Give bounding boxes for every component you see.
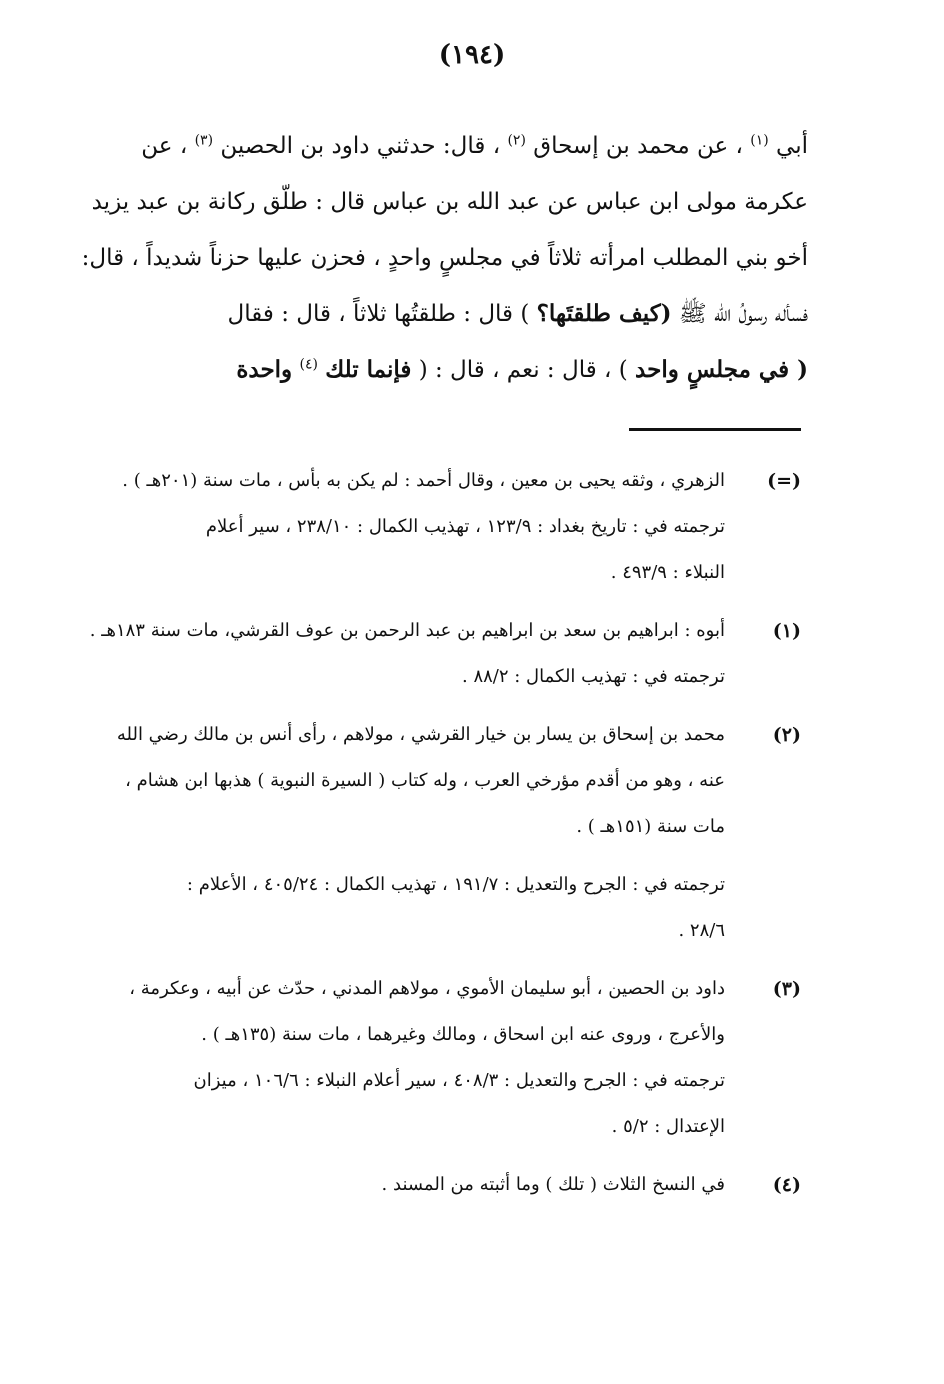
footnote (96, 1162, 801, 1208)
footnote-line: أبوه : ابراهيم بن سعد بن ابراهيم بن عبد الرحمن بن عوف القرشي، مات سنة ١٨٣هـ . (89, 620, 725, 641)
footnote (96, 712, 801, 954)
main-text-line (88, 118, 808, 174)
text-fragment: ) ، قال : نعم ، قال : ( (418, 357, 628, 383)
footnote-ref: (٤) (299, 356, 318, 373)
footnote-line: ترجمته في : الجرح والتعديل : ١٩١/٧ ، تهذيب الكمال : ٤٠٥/٢٤ ، الأعلام : (186, 874, 725, 895)
footnote-line: الإعتدال : ٥/٢ . (611, 1116, 725, 1137)
text-fragment: فسأله رسولُ الله ﷺ (678, 301, 808, 327)
footnote-line: في النسخ الثلاث ( تلك ) وما أثبته من المسند . (381, 1174, 725, 1195)
footnote-ref: (١) (750, 132, 769, 149)
text-fragment: ) قال : طلقتُها ثلاثاً ، قال : فقال (227, 301, 530, 327)
footnote-number: (٢) (772, 724, 801, 746)
footnotes-section (89, 458, 801, 1208)
footnote-number: (=) (767, 470, 801, 492)
text-fragment: ، عن محمد بن إسحاق (533, 133, 743, 159)
main-text-line (88, 286, 808, 342)
main-text-line: عكرمة مولى ابن عباس عن عبد الله بن عباس قال : طلّق ركانة بن عبد يزيد (91, 189, 808, 215)
footnote-line: عنه ، وهو من أقدم مؤرخي العرب ، وله كتاب ( السيرة النبوية ) هذبها ابن هشام ، (125, 770, 725, 791)
main-text-line (88, 342, 808, 398)
footnote-line: داود بن الحصين ، أبو سليمان الأموي ، مولاهم المدني ، حدّث عن أبيه ، وعكرمة ، (129, 978, 725, 999)
main-text-block (81, 118, 808, 398)
footnote-number: (٤) (772, 1174, 801, 1196)
hadith-quote: واحدة (236, 356, 293, 383)
footnote (89, 608, 801, 700)
footnote-line: الزهري ، وثقه يحيى بن معين ، وقال أحمد : لم يكن به بأس ، مات سنة (٢٠١هـ ) . (122, 470, 725, 491)
footnote-line: ترجمته في : الجرح والتعديل : ٤٠٨/٣ ، سير أعلام النبلاء : ١٠٦/٦ ، ميزان (193, 1070, 725, 1091)
footnote-line: ترجمته في : تاريخ بغداد : ١٢٣/٩ ، تهذيب الكمال : ٢٣٨/١٠ ، سير أعلام (205, 516, 725, 537)
footnote (96, 458, 801, 596)
footnote-ref: (٢) (507, 132, 526, 149)
footnote-line: النبلاء : ٤٩٣/٩ . (610, 562, 725, 583)
footnote-separator (629, 428, 801, 431)
footnote-line: ترجمته في : تهذيب الكمال : ٨٨/٢ . (462, 666, 725, 687)
footnote-line: محمد بن إسحاق بن يسار بن خيار القرشي ، مولاهم ، رأى أنس بن مالك رضي الله (116, 724, 725, 745)
footnote-line: ٢٨/٦ . (678, 920, 725, 941)
footnote-number: (٣) (772, 978, 801, 1000)
text-fragment: أبي (776, 133, 808, 159)
text-fragment: ، قال: حدثني داود بن الحصين (220, 133, 501, 159)
footnote-line: والأعرج ، وروى عنه ابن اسحاق ، ومالك وغيرهما ، مات سنة (١٣٥هـ ) . (201, 1024, 725, 1045)
text-fragment: ، عن (141, 133, 188, 159)
page-number: (١٩٤) (438, 40, 506, 70)
footnote (96, 966, 801, 1150)
footnote-number: (١) (772, 620, 801, 642)
main-text-line: أخو بني المطلب امرأته ثلاثاً في مجلسٍ واحدٍ ، فحزن عليها حزناً شديداً ، قال: (81, 245, 808, 271)
hadith-quote: (كيف طلقتَها؟ (536, 300, 672, 327)
footnote-line: مات سنة (١٥١هـ ) . (576, 816, 725, 837)
hadith-quote: فإنما تلك (325, 356, 412, 383)
footnote-ref: (٣) (194, 132, 214, 149)
hadith-quote: ( في مجلسٍ واحد (635, 356, 808, 383)
